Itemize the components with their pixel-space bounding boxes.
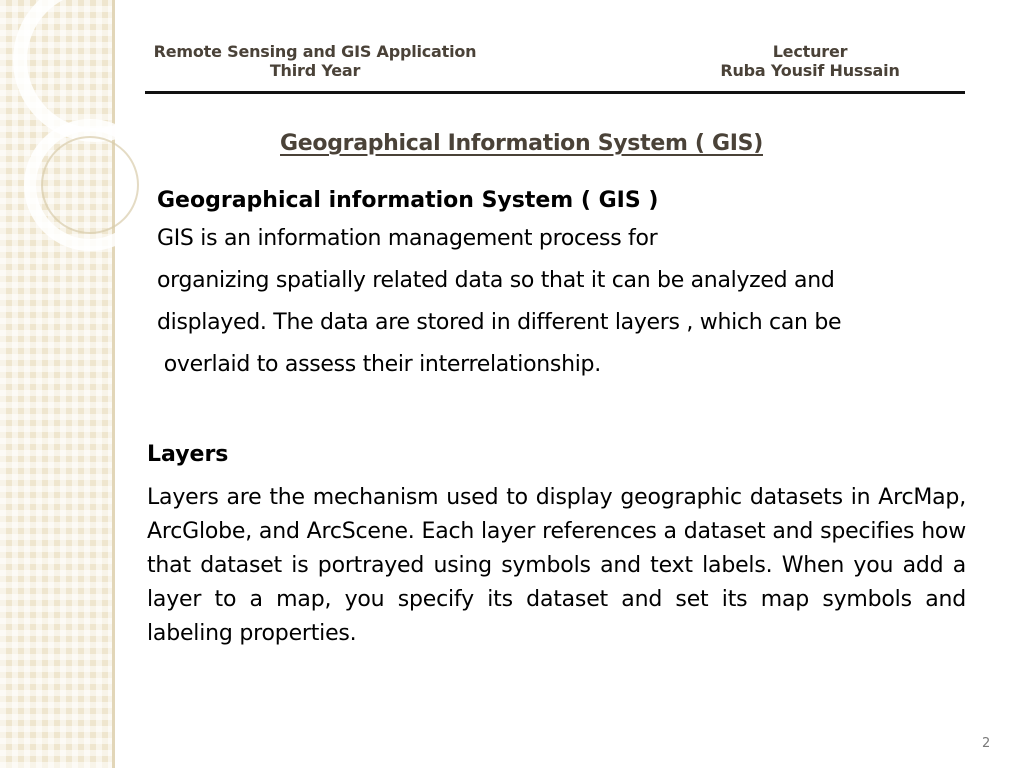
layers-section <box>147 437 966 651</box>
decorative-circles <box>0 0 150 260</box>
gis-definition-paragraph <box>157 218 957 386</box>
gis-definition-section <box>157 184 957 386</box>
paragraph-line: GIS is an information management process for <box>157 226 658 251</box>
paragraph-line: displayed. The data are stored in different layers , which can be <box>157 310 842 335</box>
gis-definition-heading: Geographical information System ( GIS ) <box>157 188 659 213</box>
paragraph-line: overlaid to assess their interrelationship. <box>157 352 601 377</box>
lecturer-header <box>705 42 915 80</box>
course-year: Third Year <box>269 61 361 80</box>
header-divider <box>145 91 965 94</box>
paragraph-line: organizing spatially related data so that it can be analyzed and <box>157 268 835 293</box>
page-number: 2 <box>982 736 991 751</box>
course-header <box>145 42 485 80</box>
layers-paragraph: Layers are the mechanism used to display geographic datasets in ArcMap, ArcGlobe, and ArcScene. Each layer references a dataset and specifies how that dataset is portrayed using symbols and text labels. When you add a layer to a map, you specify its dataset and set its map symbols and labeling properties. <box>147 485 966 646</box>
course-title: Remote Sensing and GIS Application <box>153 42 477 61</box>
lecturer-label: Lecturer <box>772 42 848 61</box>
layers-heading: Layers <box>147 442 229 467</box>
lecturer-name: Ruba Yousif Hussain <box>720 61 900 80</box>
slide-title: Geographical Information System ( GIS) <box>280 131 763 156</box>
